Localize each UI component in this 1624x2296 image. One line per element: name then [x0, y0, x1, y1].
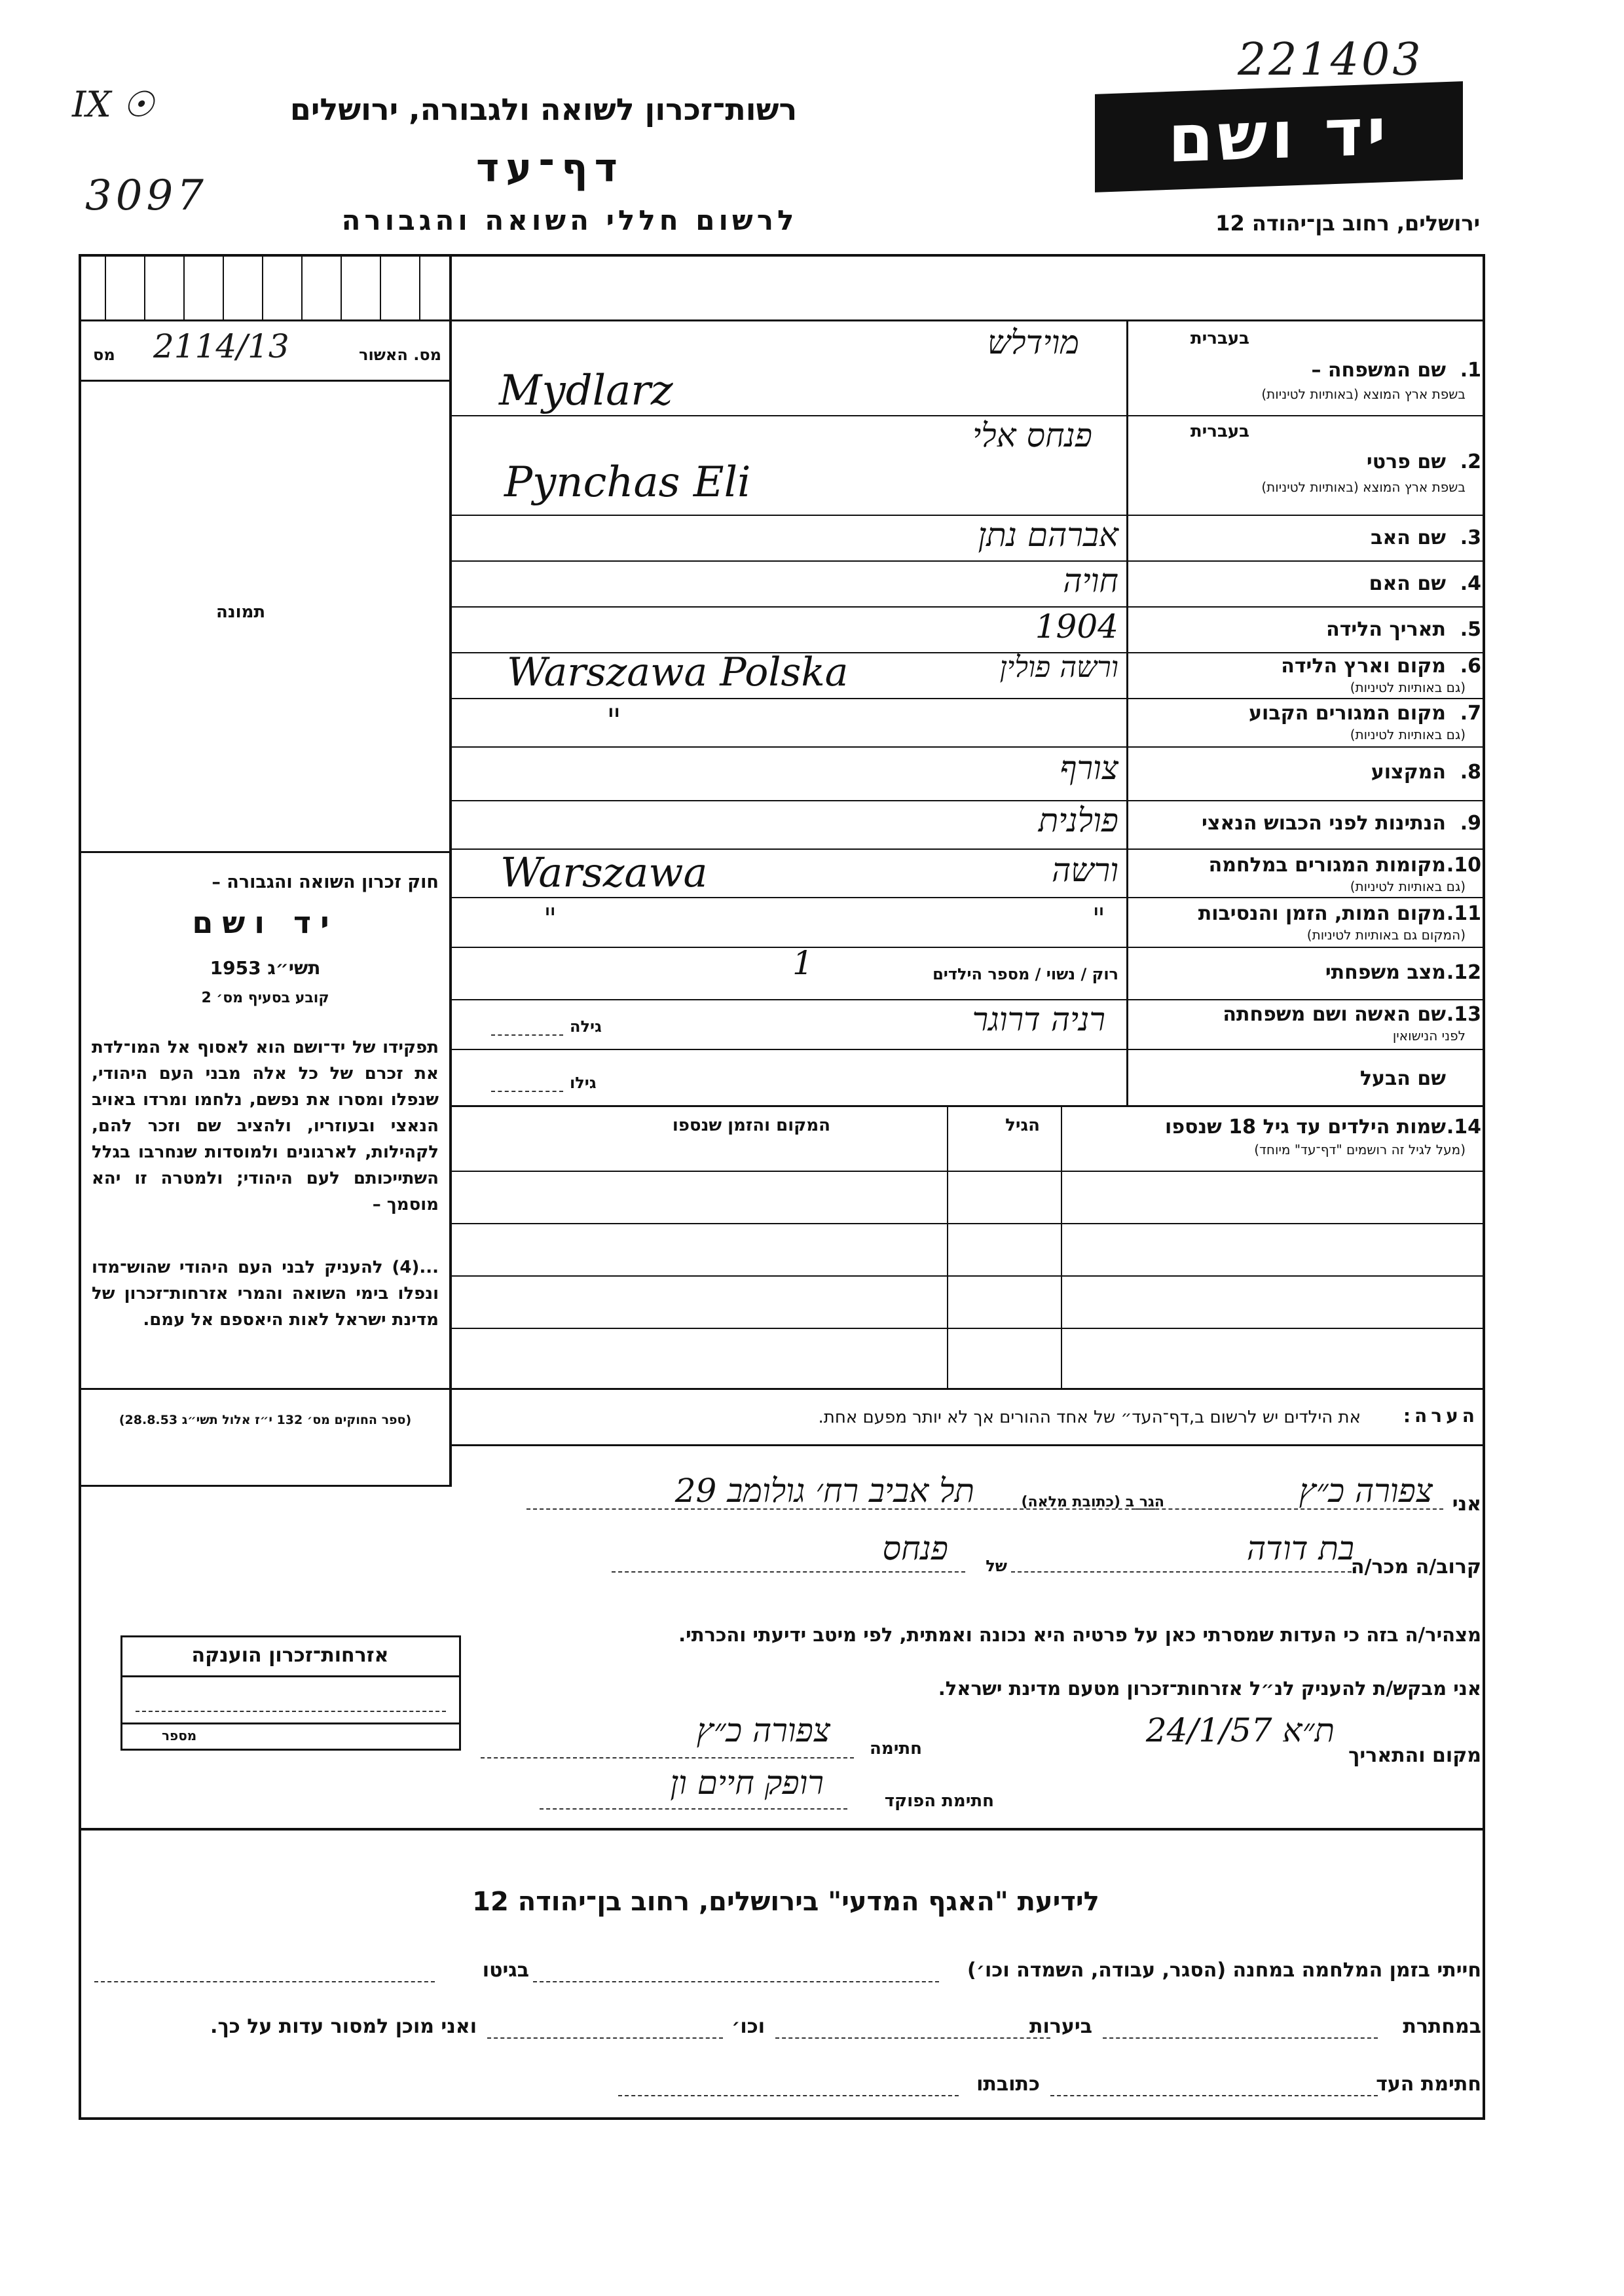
form-title: דף־עד: [476, 145, 624, 191]
field-war-residence: [452, 850, 1485, 897]
footer-line2-d: ואני מוכן למסור עדות על כך.: [210, 2015, 477, 2038]
hand-number: 3097: [85, 172, 208, 220]
note-row: [452, 1391, 1485, 1443]
stamp-number: 221403: [1238, 34, 1424, 86]
folder-no-label: מס: [93, 346, 115, 364]
field-birth-place-num: 6.: [1460, 655, 1481, 678]
children-col-age: הגיל: [1005, 1116, 1040, 1135]
field-birth-place: [452, 649, 1485, 698]
law-text-2: ...(4) להעניק לבני העם היהודי שהוש־מדו ונפלו בימי השואה והמרי אזרחות־זכרון של מדינת ישראל לאות היאספם אל עמם.: [92, 1258, 439, 1330]
field-mother-label: שם האם: [1369, 572, 1446, 595]
field-family-name-lat-value: Mydlarz: [499, 367, 673, 415]
field-wife-label: שם האשה ושם משפחתה: [1223, 1003, 1446, 1026]
field-war-residence-sub: (גם באותיות לטיניות): [1350, 879, 1466, 894]
field-death-place-label: מקום המות, הזמן והנסיבות: [1198, 902, 1446, 925]
footer-lines: [81, 1938, 1485, 2115]
field-residence-label: מקום המגורים הקבוע: [1249, 702, 1446, 725]
footer-line2-a: במחתרת: [1403, 2015, 1481, 2038]
field-wife-sub: לפני הנישואין: [1392, 1028, 1466, 1044]
footer-line1-a: חייתי בזמן המלחמה במחנה (הסגר, עבודה, השמדה וכו׳): [967, 1959, 1481, 1982]
field-father-value: אברהם נתן: [978, 516, 1118, 554]
org-line: רשות־זכרון לשואה ולגבורה, ירושלים: [289, 92, 798, 127]
photo-label: תמונה: [216, 602, 266, 622]
field-family-name-heb-tag: בעברית: [1190, 329, 1249, 348]
field-war-residence-lat-value: Warszawa: [500, 848, 708, 896]
decl-statement-1: מצהיר/ה בזה כי העדות שמסרתי כאן על פרטיה היא נכונה ואמתית, לפי מיטב ידיעתי והכרתי.: [678, 1624, 1481, 1646]
field-nationality-num: 9.: [1460, 812, 1481, 835]
field-nationality-value: פולנית: [1038, 801, 1118, 839]
field-father-label: שם האב: [1371, 526, 1446, 549]
children-sub: (מעל לגיל זה רושמים "דף־עד" מיוחד): [1254, 1142, 1466, 1157]
field-marital-status-options: רוק / נשוי / מספר הילדים: [932, 965, 1118, 983]
field-birth-place-label: מקום וארץ הלידה: [1281, 655, 1446, 678]
children-col-place: המקום והזמן שנספו: [672, 1116, 830, 1135]
field-wife: [452, 1000, 1485, 1049]
field-residence-num: 7.: [1460, 702, 1481, 725]
field-first-name-heb-value: פנחס אלי: [972, 416, 1092, 454]
footer-notice: לידיעת "האגף המדעי" בירושלים, רחוב בן־יהודה 12: [472, 1887, 1099, 1917]
field-father: [452, 516, 1485, 560]
address: ירושלים, רחוב בן־יהודה 12: [1215, 211, 1480, 236]
field-death-place-sub: (המקום גם באותיות לטיניות): [1306, 927, 1466, 943]
folder-label: מס. האשור: [359, 346, 441, 364]
children-title: שמות הילדים עד גיל 18 שנספו: [1165, 1116, 1446, 1139]
field-birth-place-heb-value: ורשה פולין: [999, 651, 1118, 684]
field-occupation-num: 8.: [1460, 761, 1481, 784]
field-family-name-num: 1.: [1460, 359, 1481, 382]
field-marital-status-num: 12.: [1446, 961, 1481, 984]
citizenship-cert-box: [120, 1635, 461, 1751]
children-table: [452, 1106, 1485, 1388]
field-wife-value: רניה דרוגר: [972, 1000, 1105, 1038]
decl-place-date-value: ת״א 24/1/57: [1145, 1711, 1335, 1749]
field-death-place-lat-value: ": [544, 902, 557, 936]
field-wife-num: 13.: [1446, 1003, 1481, 1026]
footer-line1-b: בגיטו: [482, 1959, 529, 1982]
field-first-name-num: 2.: [1460, 450, 1481, 473]
law-ref: (ספר החוקים מס׳ 132 י״ז אלול תשי״ג 28.8.53): [119, 1413, 412, 1427]
field-first-name-label: שם פרטי: [1366, 450, 1446, 473]
field-occupation-label: המקצוע: [1371, 761, 1446, 784]
field-war-residence-heb-value: ורשה: [1051, 851, 1118, 889]
field-birth-date: [452, 608, 1485, 652]
field-death-place-heb-value: ": [1092, 902, 1105, 936]
law-year: תשי״ג 1953: [210, 957, 321, 979]
law-section: קובע בסעיף מס׳ 2: [201, 990, 329, 1006]
form-subtitle: לרשום חללי השואה והגבורה: [341, 204, 798, 236]
decl-resides-label: הגר ב (כתובת מלאה): [1021, 1494, 1164, 1510]
law-title: חוק זכרון השואה והגבורה –: [212, 872, 439, 892]
field-husband-age-label: גילו: [570, 1074, 597, 1092]
decl-place-date-label: מקום והתאריך: [1348, 1744, 1481, 1767]
decl-relative-value: בת דודה: [1246, 1529, 1354, 1567]
footer-line3-b: כתובתו: [976, 2073, 1040, 2096]
field-war-residence-num: 10.: [1446, 854, 1481, 877]
children-num: 14.: [1446, 1116, 1481, 1139]
folder-value: 2114/13: [153, 327, 289, 365]
field-mother-value: חויה: [1063, 562, 1118, 600]
declaration-section: [81, 1447, 1485, 1813]
law-text-1: תפקידו של יד־ושם הוא לאסוף אל המו־לדת את זכרם של כל אלה מבני העם היהודי, שנפלו ומסרו את נפשם, נלחמו ומרדו באויב הנאצי ובעוזריו, ולהציב שם וזכר להם, לקהילות, לארגונים ולמוסדות שנחרבו בגלל השתייכותם לעם היהודי; ולמטרה זו יהא מוסמך –: [92, 1038, 439, 1214]
decl-officer-value: רופק חיים ון: [670, 1764, 824, 1802]
field-first-name: [452, 416, 1485, 515]
decl-signature-value: צפורה כ״ץ: [696, 1711, 830, 1749]
field-birth-date-num: 5.: [1460, 618, 1481, 641]
note-text: את הילדים יש לרשום ב,דף־העד״ של אחד ההורים אך לא יותר מפעם אחת.: [818, 1408, 1361, 1427]
decl-i-value: צפורה כ״ץ: [1299, 1472, 1433, 1510]
field-occupation-value: צורף: [1060, 749, 1118, 787]
field-family-name-label: שם המשפחה –: [1311, 359, 1446, 382]
decl-signature-label: חתימה: [870, 1739, 922, 1758]
law-name: יד ושם: [192, 905, 339, 940]
field-husband-label: שם הבעל: [1359, 1067, 1446, 1090]
decl-of-value: פנחס: [882, 1529, 948, 1567]
field-occupation: [452, 748, 1485, 800]
footer-line2-b: ביערות: [1029, 2015, 1092, 2038]
cert-box-no: מספר: [162, 1728, 197, 1743]
field-nationality: [452, 801, 1485, 848]
field-family-name-heb-value: מוידלש: [987, 323, 1079, 361]
field-marital-status-label: מצב משפחתי: [1325, 961, 1446, 984]
logo-text: יד ושם: [1168, 93, 1390, 177]
field-war-residence-label: מקומות המגורים במלחמה: [1208, 854, 1446, 877]
field-birth-date-label: תאריך הלידה: [1326, 618, 1446, 641]
top-code-boxes: [79, 257, 452, 319]
field-father-num: 3.: [1460, 526, 1481, 549]
field-marital-status: [452, 944, 1485, 999]
decl-i-label: אני: [1452, 1493, 1481, 1516]
field-residence-sub: (גם באותיות לטיניות): [1350, 727, 1466, 742]
field-birth-place-sub: (גם באותיות לטיניות): [1350, 680, 1466, 695]
decl-officer-label: חתימת הפוקד: [884, 1791, 994, 1811]
field-birth-date-value: 1904: [1035, 608, 1118, 646]
field-first-name-heb-tag: בעברית: [1190, 422, 1249, 441]
cert-box-title: אזרחות־זכרון הוענקה: [191, 1644, 389, 1667]
field-husband: [452, 1050, 1485, 1105]
decl-of-label: של: [986, 1557, 1007, 1575]
field-mother-num: 4.: [1460, 572, 1481, 595]
field-first-name-sub: בשפת ארץ המוצא (באותיות לטיניות): [1261, 479, 1466, 495]
footer-line2-c: וכו׳: [731, 2015, 765, 2038]
field-marital-status-children: 1: [792, 944, 813, 982]
field-mother: [452, 562, 1485, 606]
field-family-name-sub: בשפת ארץ המוצא (באותיות לטיניות): [1261, 386, 1466, 402]
note-label: הערה:: [1403, 1405, 1479, 1427]
folder-number-row: [81, 323, 448, 376]
decl-statement-2: אני מבקש/ת להעניק לנ״ל אזרחות־זכרון מטעם מדינת ישראל.: [938, 1677, 1481, 1700]
field-birth-place-lat-value: Warszawa Polska: [507, 649, 849, 695]
field-nationality-label: הנתינות לפני הכבוש הנאצי: [1202, 812, 1446, 835]
field-residence-value: ": [606, 702, 621, 740]
yad-vashem-logo: [1095, 81, 1463, 192]
field-residence: [452, 699, 1485, 746]
hand-note-top-left: IX ☉: [72, 84, 155, 125]
footer-line3-a: חתימת העד: [1376, 2073, 1481, 2096]
decl-resides-value: תל אביב רח׳ גולומב 29: [674, 1472, 974, 1510]
field-death-place-num: 11.: [1446, 902, 1481, 925]
field-wife-age-label: גילה: [570, 1017, 602, 1036]
field-first-name-lat-value: Pynchas Eli: [504, 458, 751, 507]
field-death-place: [452, 898, 1485, 947]
decl-relative-label: קרוב/ה מכר/ה: [1350, 1556, 1481, 1578]
